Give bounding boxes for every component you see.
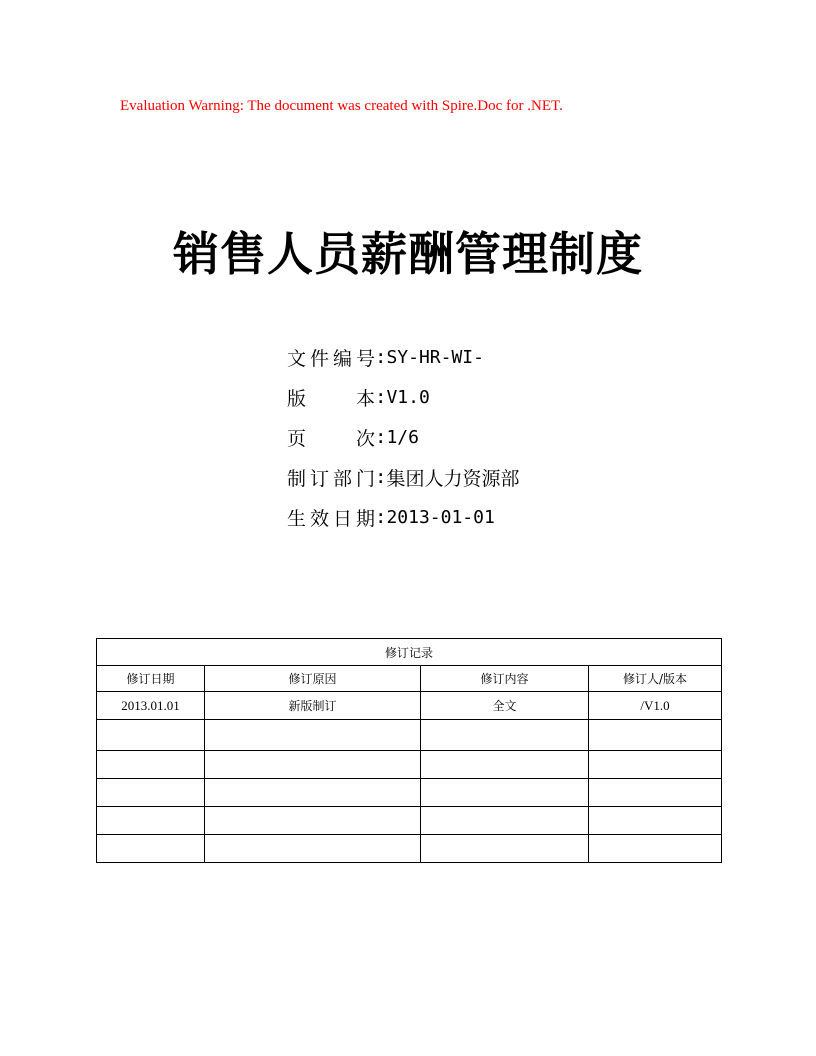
table-cell: [589, 835, 722, 863]
meta-label: 生效日期: [287, 507, 375, 530]
document-title: 销售人员薪酬管理制度: [173, 227, 643, 281]
meta-value: 2013-01-01: [386, 506, 495, 528]
meta-label: 版 本: [287, 387, 375, 410]
table-row: [97, 751, 722, 779]
document-meta: [287, 337, 519, 537]
table-cell: 全文: [421, 692, 589, 720]
meta-separator: :: [375, 346, 387, 368]
table-row: [97, 720, 722, 751]
table-cell: [97, 720, 205, 751]
meta-separator: :: [375, 386, 387, 408]
meta-value: V1.0: [386, 386, 430, 408]
meta-effective-date: [287, 497, 519, 537]
meta-label: 页 次: [287, 427, 375, 450]
table-caption: 修订记录: [97, 639, 722, 666]
meta-value: SY-HR-WI-: [386, 346, 484, 368]
meta-separator: :: [375, 426, 387, 448]
column-header: 修订原因: [205, 666, 421, 692]
table-cell: [97, 779, 205, 807]
meta-department: [287, 457, 519, 497]
table-cell: [97, 835, 205, 863]
revision-table: [96, 638, 722, 863]
meta-file-number: [287, 337, 519, 377]
meta-label: 制订部门: [287, 467, 375, 490]
table-cell: [205, 751, 421, 779]
table-cell: [589, 779, 722, 807]
evaluation-warning: Evaluation Warning: The document was created with Spire.Doc for .NET.: [120, 98, 563, 114]
table-row: [97, 692, 722, 720]
table-cell: [205, 807, 421, 835]
meta-page: [287, 417, 519, 457]
table-cell: [421, 720, 589, 751]
table-cell: /V1.0: [589, 692, 722, 720]
column-header: 修订日期: [97, 666, 205, 692]
meta-separator: :: [375, 506, 387, 528]
table-cell: [205, 835, 421, 863]
table-cell: [421, 835, 589, 863]
table-header-row: [97, 666, 722, 692]
meta-value: 1/6: [386, 426, 419, 448]
table-row: [97, 807, 722, 835]
table-row: [97, 835, 722, 863]
column-header: 修订内容: [421, 666, 589, 692]
table-cell: 2013.01.01: [97, 692, 205, 720]
column-header: 修订人/版本: [589, 666, 722, 692]
table-cell: [421, 807, 589, 835]
table-cell: [205, 779, 421, 807]
table-cell: [97, 751, 205, 779]
table-cell: [589, 807, 722, 835]
table-cell: [97, 807, 205, 835]
meta-separator: :: [375, 466, 387, 488]
meta-label: 文件编号: [287, 347, 375, 370]
table-row: [97, 779, 722, 807]
table-cell: [205, 720, 421, 751]
table-cell: 新版制订: [205, 692, 421, 720]
table-cell: [589, 720, 722, 751]
table-cell: [421, 751, 589, 779]
meta-value: 集团人力资源部: [386, 467, 520, 490]
table-cell: [421, 779, 589, 807]
meta-version: [287, 377, 519, 417]
table-caption-row: [97, 639, 722, 666]
table-cell: [589, 751, 722, 779]
